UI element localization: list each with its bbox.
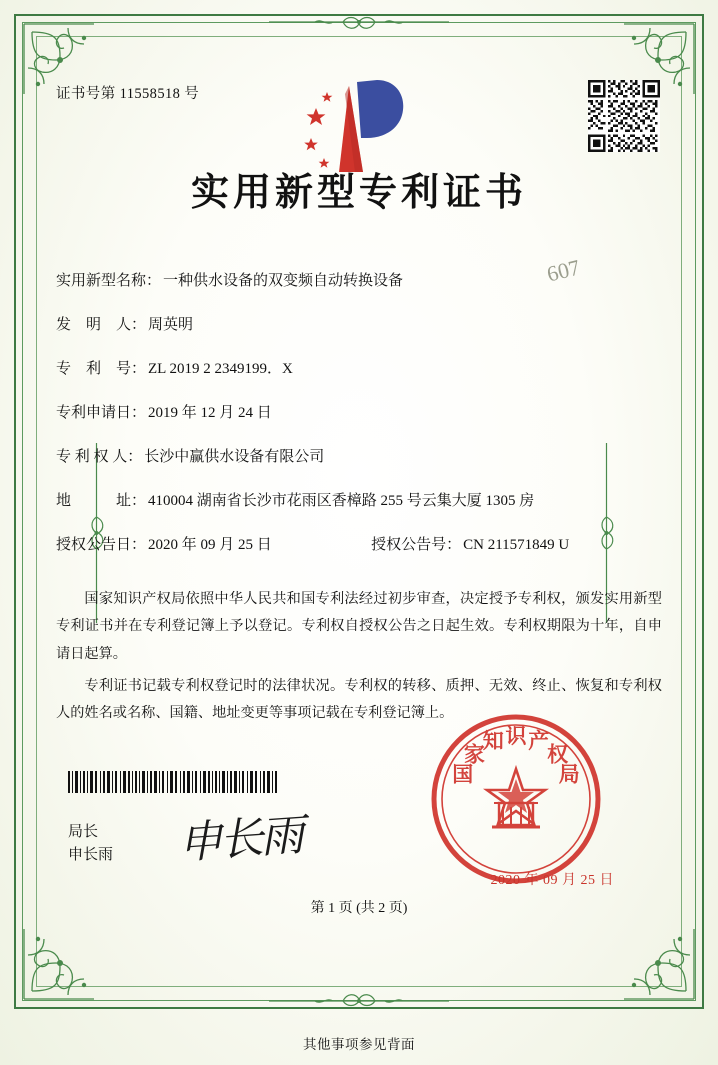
field-value: 一种供水设备的双变频自动转换设备: [163, 273, 404, 289]
qr-code-icon: [588, 80, 660, 152]
svg-text:知: 知: [482, 728, 504, 753]
field-row-grant-announcement: [56, 536, 662, 556]
field-value: 2019 年 12 月 24 日: [148, 405, 272, 421]
field-row-application-date: [56, 404, 662, 424]
field-value: 周英明: [148, 317, 194, 333]
grant-date-segment: [56, 536, 371, 556]
signature-block: [68, 821, 113, 868]
paragraph-1: 国家知识产权局依照中华人民共和国专利法经过初步审查，决定授予专利权，颁发实用新型专利证书并在专利登记簿上予以登记。专利权自授权公告之日起生效。专利权期限为十年，自申请日起算。: [56, 590, 662, 662]
field-row-address: [56, 492, 662, 512]
svg-text:识: 识: [505, 724, 527, 748]
field-label: 授权公告号：: [371, 537, 462, 553]
paragraph-2: 专利证书记载专利权登记时的法律状况。专利权的转移、质押、无效、终止、恢复和专利权人的姓名或名称、国籍、地址变更等事项记载在专利登记簿上。: [56, 677, 662, 722]
field-row-patent-number: [56, 360, 662, 380]
svg-text:局: 局: [558, 762, 580, 787]
grant-number-segment: [371, 536, 569, 556]
page-title: 实用新型专利证书: [190, 172, 527, 214]
page-indicator: 第 1 页 (共 2 页): [310, 901, 408, 916]
field-label: 地 址：: [56, 493, 147, 509]
field-label: 发 明 人：: [56, 317, 147, 333]
field-row-patentee: [56, 448, 662, 468]
official-seal-icon: [428, 711, 604, 887]
svg-text:产: 产: [528, 728, 550, 753]
cnipa-logo-icon: [299, 76, 419, 180]
field-label: 专利申请日：: [56, 405, 147, 421]
footnote: 其他事项参见背面: [303, 1037, 415, 1052]
seal-date: 2020 年 09 月 25 日: [490, 873, 614, 888]
barcode-icon: [68, 771, 280, 793]
signature-role: 局长: [68, 823, 99, 840]
field-value: 2020 年 09 月 25 日: [148, 537, 272, 553]
legal-text: [56, 586, 662, 728]
svg-text:权: 权: [547, 742, 569, 767]
certificate-number: 证书号第 11558518 号: [56, 86, 200, 102]
field-label: 实用新型名称：: [56, 273, 162, 289]
signature-name: 申长雨: [68, 846, 114, 863]
certificate-fields: [56, 272, 662, 556]
field-row-inventor: [56, 316, 662, 336]
svg-text:家: 家: [463, 742, 485, 767]
field-label: 授权公告日：: [56, 537, 147, 553]
handwritten-signature: 申长雨: [176, 810, 303, 869]
handwritten-margin-mark: 607: [544, 254, 583, 287]
field-value: 410004 湖南省长沙市花雨区香樟路 255 号云集大厦 1305 房: [148, 493, 535, 509]
field-value: ZL 2019 2 2349199．X: [148, 361, 293, 377]
svg-text:国: 国: [452, 762, 474, 787]
field-label: 专 利 权 人：: [56, 449, 143, 465]
field-value: CN 211571849 U: [463, 537, 570, 553]
field-value: 长沙中赢供水设备有限公司: [144, 449, 325, 465]
certificate-content: [56, 60, 662, 975]
field-label: 专 利 号：: [56, 361, 147, 377]
